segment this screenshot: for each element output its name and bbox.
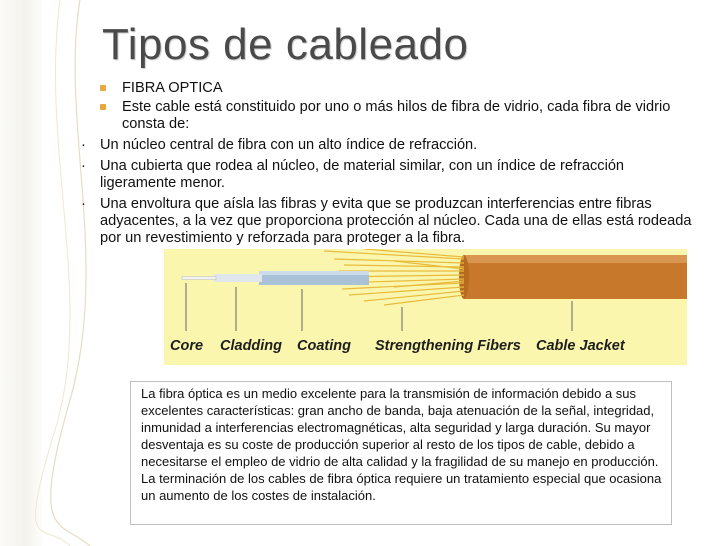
core-shape xyxy=(182,277,216,280)
label-cable-jacket: Cable Jacket xyxy=(536,338,625,354)
sub-item-text: Una cubierta que rodea al núcleo, de material similar, con un índice de refracción ligeramente menor. xyxy=(100,158,625,191)
sub-bullet-marker: · xyxy=(81,158,86,174)
bullet-icon xyxy=(100,104,106,110)
bullet-text: FIBRA OPTICA xyxy=(122,80,223,96)
label-coating: Coating xyxy=(297,338,351,354)
description-text: La fibra óptica es un medio excelente para la transmisión de información debido a sus excelentes características: gran ancho de banda, baja atenuación de la señal, integridad, inmunidad a interferencias electromagnéticas, alta seguridad y larga duración. Su mayor desventaja es su coste de producción superior al resto de los tipos de cable, debido a necesitarse el empleo de vidrio de alta calidad y la fragilidad de su manejo en producción. La terminación de los cables de fibra óptica requiere un tratamiento especial que ocasiona un aumento de los costes de instalación. xyxy=(141,386,662,503)
bullet-item xyxy=(96,99,696,133)
fiber-cable-diagram xyxy=(164,249,687,365)
sub-item xyxy=(78,137,696,154)
cladding-shape xyxy=(214,274,262,282)
bullet-item xyxy=(96,80,696,97)
label-cladding: Cladding xyxy=(220,338,283,354)
sub-item-text: Un núcleo central de fibra con un alto índice de refracción. xyxy=(100,137,478,153)
bullet-text: Este cable está constituido por uno o más hilos de fibra de vidrio, cada fibra de vidrio consta de: xyxy=(122,99,671,132)
sub-item xyxy=(78,158,696,192)
sub-bullet-marker: · xyxy=(81,196,86,212)
sub-item-text: Una envoltura que aísla las fibras y evita que se produzcan interferencias entre fibras adyacentes, a la vez que proporciona protección al núcleo. Cada una de ellas está rodeada por un revestimiento y reforzada para proteger a la fibra. xyxy=(100,196,692,246)
slide-title: Tipos de cableado xyxy=(102,20,469,69)
sub-item xyxy=(78,196,696,247)
label-strengthening-fibers: Strengthening Fibers xyxy=(375,338,521,354)
coating-highlight xyxy=(259,271,369,275)
bullet-list xyxy=(81,80,696,247)
bullet-icon xyxy=(100,85,106,91)
sub-bullet-marker: · xyxy=(81,137,86,153)
jacket-end xyxy=(459,255,469,299)
jacket-highlight xyxy=(464,255,687,263)
description-box xyxy=(130,381,672,525)
label-core: Core xyxy=(170,338,204,354)
